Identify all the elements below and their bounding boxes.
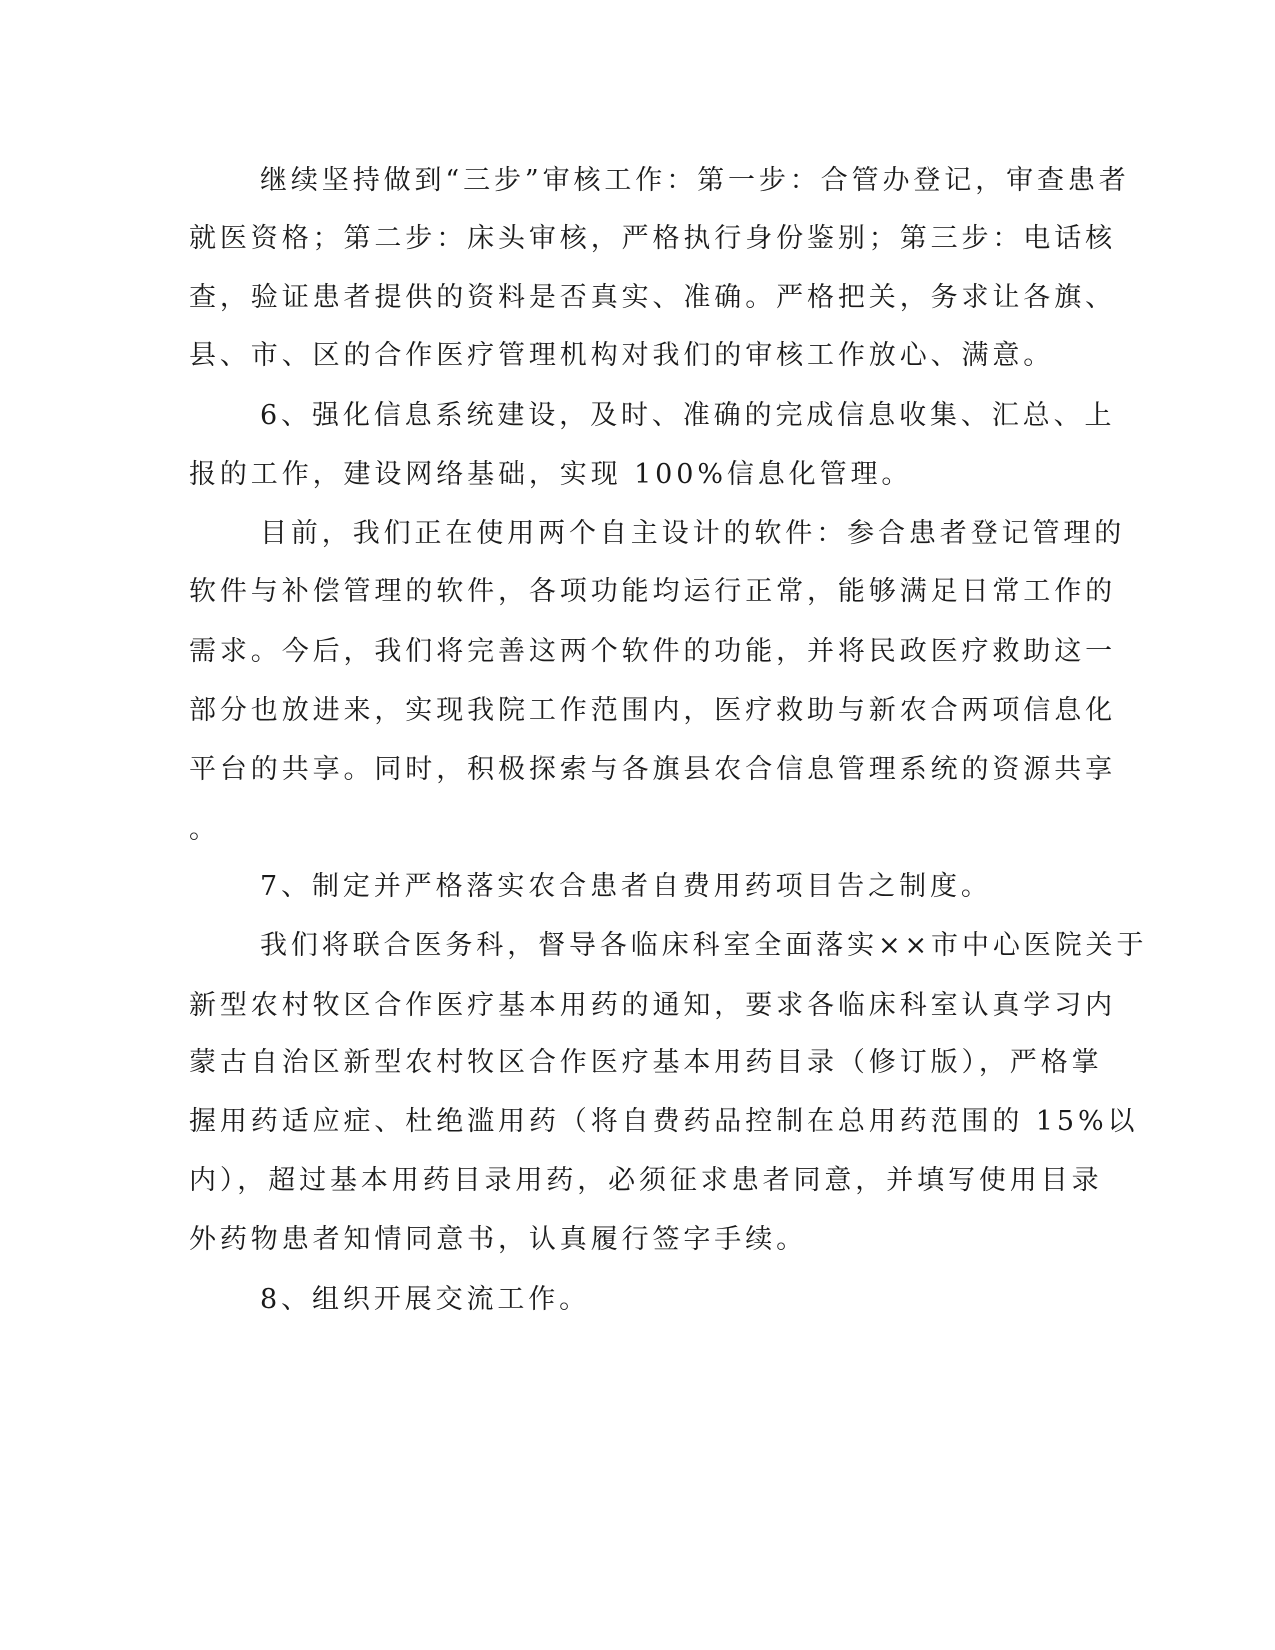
paragraph-3-line-3: 蒙古自治区新型农村牧区合作医疗基本用药目录（修订版），严格掌 <box>189 1047 1103 1078</box>
paragraph-2-line-2: 软件与补偿管理的软件，各项功能均运行正常，能够满足日常工作的 <box>189 576 1116 607</box>
paragraph-3-line-4: 握用药适应症、杜绝滥用药（将自费药品控制在总用药范围的 15%以 <box>189 1106 1139 1137</box>
paragraph-3-line-5: 内），超过基本用药目录用药，必须征求患者同意，并填写使用目录 <box>189 1165 1103 1196</box>
paragraph-2-line-4: 部分也放进来，实现我院工作范围内，医疗救助与新农合两项信息化 <box>189 695 1116 726</box>
section-6-heading-line-1: 6、强化信息系统建设，及时、准确的完成信息收集、汇总、上 <box>260 400 1116 431</box>
paragraph-2-line-3: 需求。今后，我们将完善这两个软件的功能，并将民政医疗救助这一 <box>189 636 1116 667</box>
section-6-heading-line-2: 报的工作，建设网络基础，实现 100%信息化管理。 <box>189 459 913 490</box>
paragraph-2-line-1: 目前，我们正在使用两个自主设计的软件：参合患者登记管理的 <box>260 518 1126 549</box>
section-8-heading: 8、组织开展交流工作。 <box>260 1284 591 1315</box>
paragraph-3-line-2: 新型农村牧区合作医疗基本用药的通知，要求各临床科室认真学习内 <box>189 990 1116 1021</box>
paragraph-3-line-1: 我们将联合医务科，督导各临床科室全面落实××市中心医院关于 <box>260 930 1148 961</box>
paragraph-1-line-3: 查，验证患者提供的资料是否真实、准确。严格把关，务求让各旗、 <box>189 282 1116 313</box>
paragraph-2-line-5: 平台的共享。同时，积极探索与各旗县农合信息管理系统的资源共享 <box>189 754 1116 785</box>
paragraph-2-line-6: 。 <box>189 814 220 845</box>
section-7-heading: 7、制定并严格落实农合患者自费用药项目告之制度。 <box>260 871 992 902</box>
paragraph-3-line-6: 外药物患者知情同意书，认真履行签字手续。 <box>189 1224 807 1255</box>
paragraph-1-line-2: 就医资格；第二步：床头审核，严格执行身份鉴别；第三步：电话核 <box>189 223 1116 254</box>
paragraph-1-line-4: 县、市、区的合作医疗管理机构对我们的审核工作放心、满意。 <box>189 340 1055 371</box>
paragraph-1-line-1: 继续坚持做到“三步”审核工作：第一步：合管办登记，审查患者 <box>260 165 1130 196</box>
